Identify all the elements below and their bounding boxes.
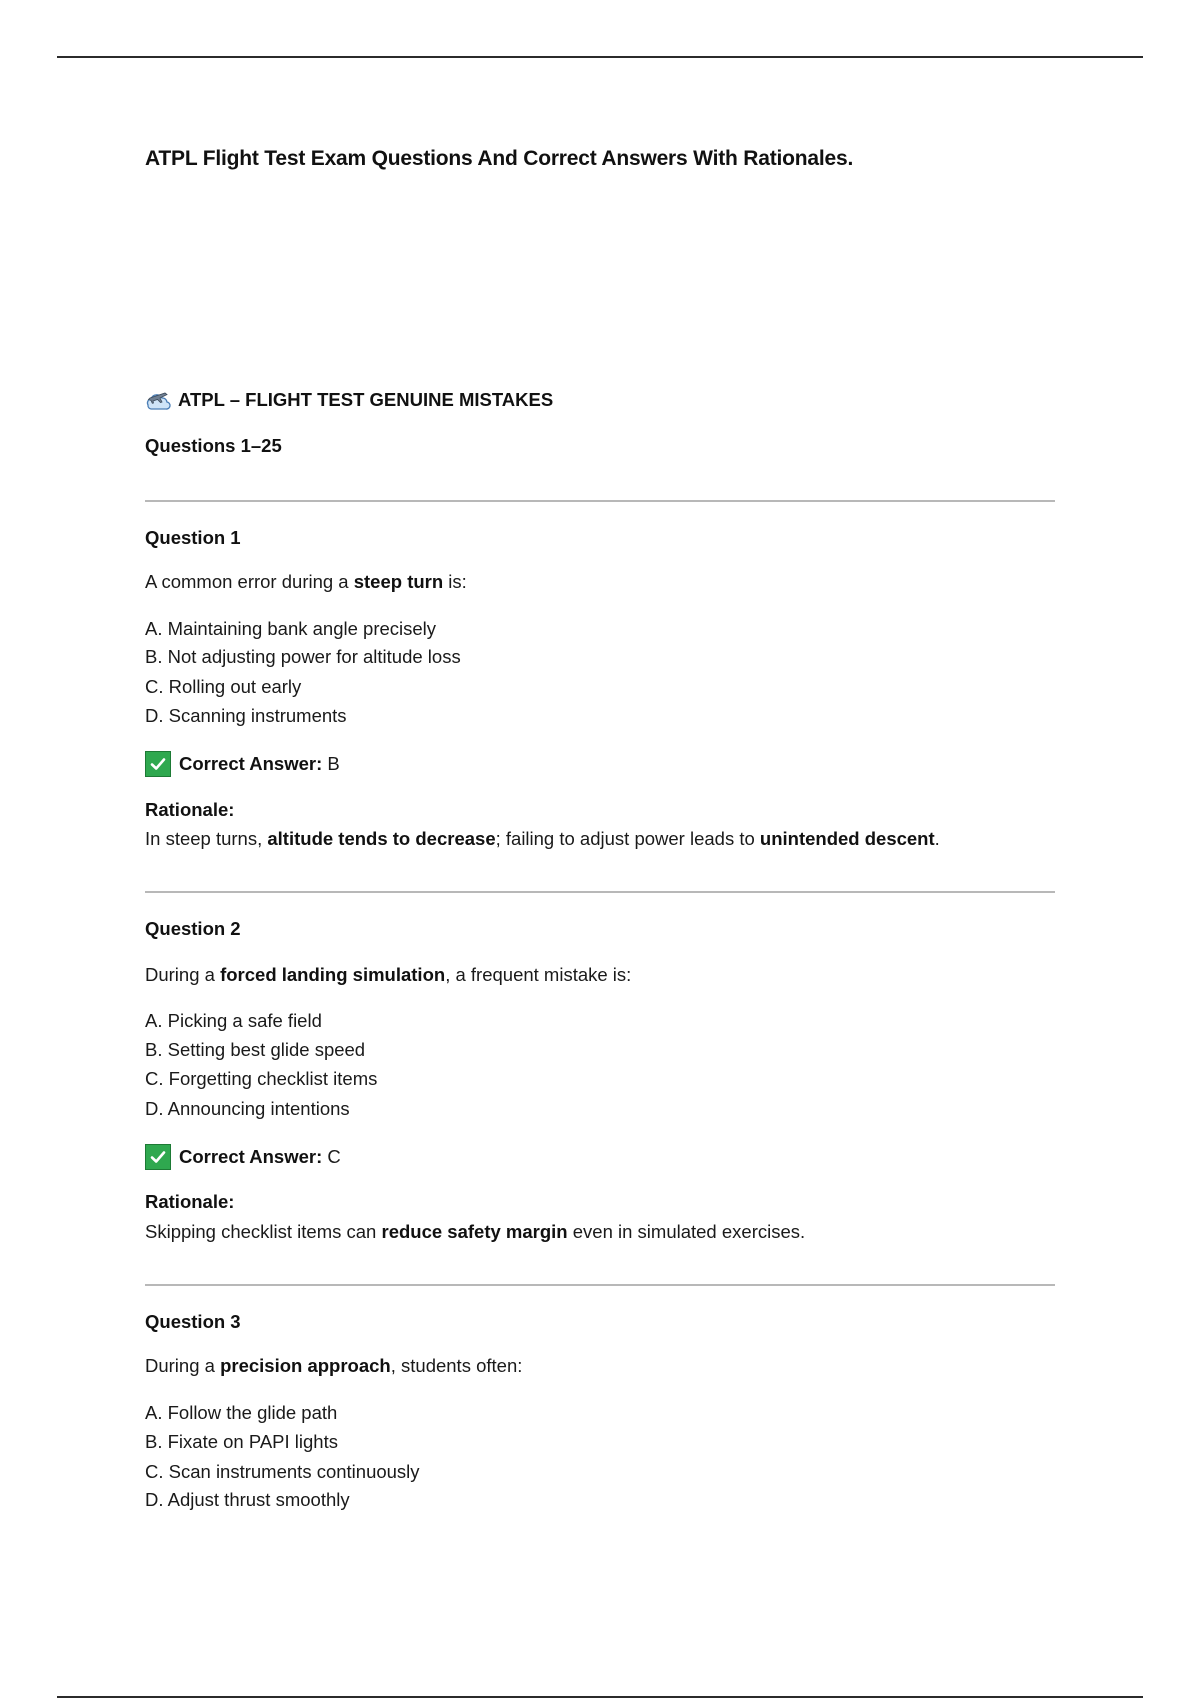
option-b: B. Not adjusting power for altitude loss [145,646,461,667]
correct-answer [145,751,340,777]
section-heading: ATPL – FLIGHT TEST GENUINE MISTAKES [178,389,554,410]
question-text: During a precision approach, students often: [145,1355,523,1376]
check-mark-icon [145,751,171,777]
correct-answer [145,1144,341,1170]
option-b: B. Setting best glide speed [145,1039,366,1060]
option-b: B. Fixate on PAPI lights [145,1431,338,1452]
correct-answer-value: C [327,1146,341,1167]
question-title: Question 2 [145,918,241,939]
question-title: Question 1 [145,527,241,548]
question-title: Question 3 [145,1311,241,1332]
option-a: A. Follow the glide path [145,1402,338,1423]
divider [145,1284,1055,1286]
page-bottom-rule [57,1696,1143,1698]
correct-answer-label: Correct Answer: [179,1146,323,1167]
correct-answer-label: Correct Answer: [179,753,323,774]
divider [145,500,1055,502]
rationale-label: Rationale: [145,1191,235,1212]
section-subheading: Questions 1–25 [145,435,282,456]
question-text: A common error during a steep turn is: [145,571,467,592]
question-text: During a forced landing simulation, a frequent mistake is: [145,964,632,985]
option-c: C. Forgetting checklist items [145,1068,378,1089]
section-header [145,389,553,411]
check-mark-icon [145,1144,171,1170]
divider [145,891,1055,893]
page-top-rule [57,56,1143,58]
option-c: C. Rolling out early [145,676,302,697]
option-d: D. Adjust thrust smoothly [145,1489,350,1510]
option-c: C. Scan instruments continuously [145,1461,420,1482]
rationale-text: In steep turns, altitude tends to decrease; failing to adjust power leads to unintended descent. [145,828,940,849]
option-d: D. Announcing intentions [145,1098,350,1119]
correct-answer-value: B [327,753,340,774]
rationale-text: Skipping checklist items can reduce safety margin even in simulated exercises. [145,1221,806,1242]
document-title: ATPL Flight Test Exam Questions And Correct Answers With Rationales. [145,147,854,170]
option-a: A. Picking a safe field [145,1010,322,1031]
option-d: D. Scanning instruments [145,705,347,726]
airplane-cloud-icon [145,389,171,411]
rationale-label: Rationale: [145,799,235,820]
option-a: A. Maintaining bank angle precisely [145,618,437,639]
